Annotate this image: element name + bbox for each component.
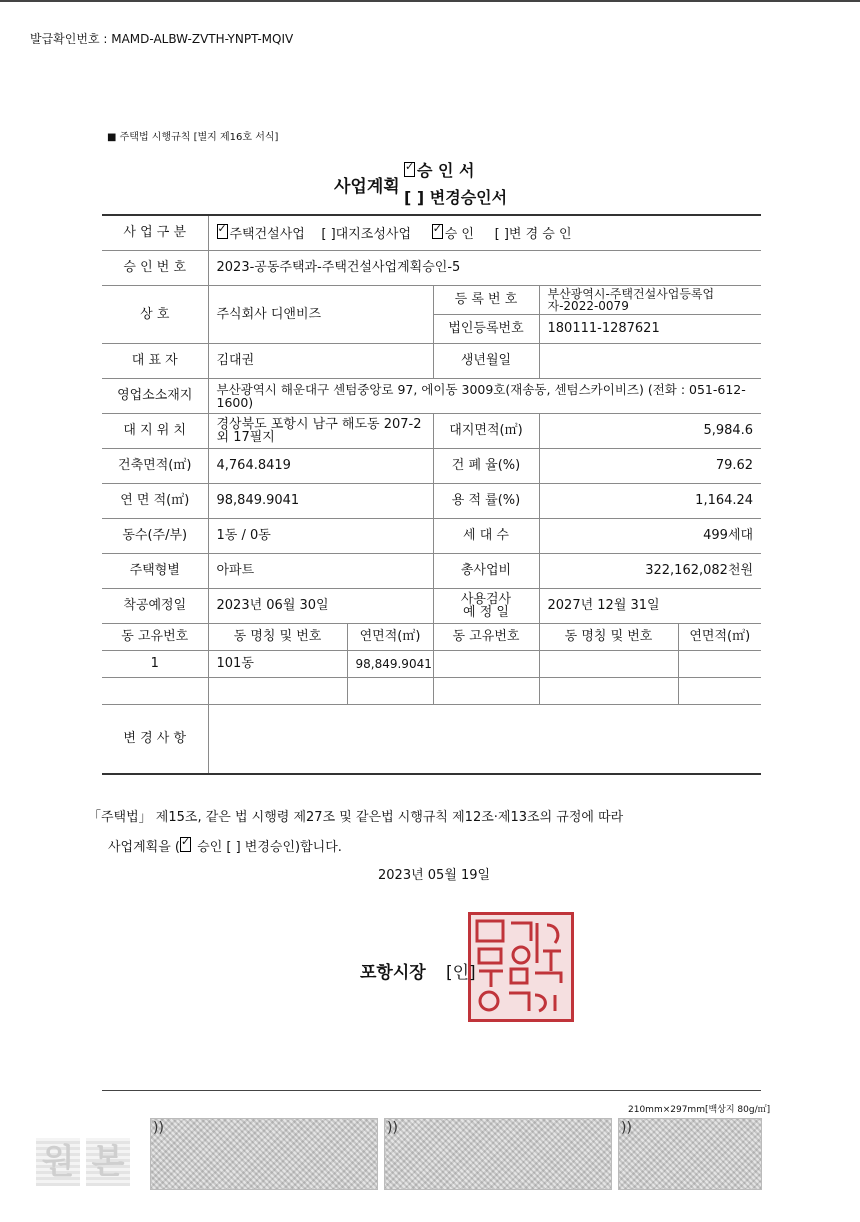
row1-unique-no: 1 xyxy=(102,651,208,678)
far-value: 1,164.24 xyxy=(539,484,761,519)
coverage-value: 79.62 xyxy=(539,449,761,484)
row1-area: 98,849.9041 xyxy=(347,651,433,678)
wave-icon: )) xyxy=(387,1120,398,1136)
empty-cell xyxy=(347,678,433,705)
col-unique-no-2: 동 고유번호 xyxy=(433,624,539,651)
legal-basis-text: 「주택법」 제15조, 같은 법 시행령 제27조 및 같은법 시행규칙 제12조·제13조의 규정에 따라 xyxy=(88,810,624,825)
site-area-value: 5,984.6 xyxy=(539,414,761,449)
housing-type-value: 아파트 xyxy=(208,554,433,589)
form-reference: ■ 주택법 시행규칙 [별지 제16호 서식] xyxy=(107,132,279,143)
top-border xyxy=(0,0,860,2)
site-value: 경상북도 포항시 남구 해도동 207-2 외 17필지 xyxy=(208,414,433,449)
col-name-2: 동 명칭 및 번호 xyxy=(539,624,678,651)
empty-cell xyxy=(678,678,761,705)
biz-type-value: ✓ 주택건설사업 [ ]대지조성사업 ✓ 승 인 [ ]변 경 승 인 xyxy=(208,215,761,251)
inspection-date-label: 사용검사 예 정 일 xyxy=(433,589,539,624)
reg-no-value: 부산광역시-주택건설사업등록업자-2022-0079 xyxy=(539,286,761,315)
row1-name-2 xyxy=(539,651,678,678)
trade-name-label: 상 호 xyxy=(102,286,208,344)
wave-icon: )) xyxy=(621,1120,632,1136)
building-area-label: 건축면적(㎡) xyxy=(102,449,208,484)
floor-area-value: 98,849.9041 xyxy=(208,484,433,519)
seal-pattern-icon xyxy=(471,915,571,1019)
checkbox-checked-icon: ✓ xyxy=(432,224,443,239)
approval-no-label: 승 인 번 호 xyxy=(102,251,208,286)
issue-date: 2023년 05월 19일 xyxy=(378,868,491,883)
wave-icon: )) xyxy=(153,1120,164,1136)
title-main: 사업계획 xyxy=(334,177,400,197)
office-label: 영업소소재지 xyxy=(102,379,208,414)
approval-table xyxy=(102,214,761,775)
households-label: 세 대 수 xyxy=(433,519,539,554)
paper-spec: 210mm×297mm[백상지 80g/㎡] xyxy=(628,1105,771,1115)
birth-value xyxy=(539,344,761,379)
reg-no-label: 등 록 번 호 xyxy=(433,286,539,315)
col-name-1: 동 명칭 및 번호 xyxy=(208,624,347,651)
empty-cell xyxy=(208,678,347,705)
checkbox-checked-icon: ✓ xyxy=(180,837,191,852)
approval-no-value: 2023-공동주택과-주택건설사업계획승인-5 xyxy=(208,251,761,286)
seal-label: [인] xyxy=(446,963,476,983)
col-area-1: 연면적(㎡) xyxy=(347,624,433,651)
original-mark-char: 본 xyxy=(86,1138,130,1186)
bottom-border xyxy=(102,1090,761,1091)
building-area-value: 4,764.8419 xyxy=(208,449,433,484)
empty-cell xyxy=(539,678,678,705)
biz-type-label: 사 업 구 분 xyxy=(102,215,208,251)
inspection-date-value: 2027년 12월 31일 xyxy=(539,589,761,624)
original-mark xyxy=(36,1138,134,1186)
buildings-value: 1동 / 0동 xyxy=(208,519,433,554)
checkbox-checked-icon: ✓ xyxy=(217,224,228,239)
empty-cell xyxy=(433,678,539,705)
trade-name-value: 주식회사 디앤비즈 xyxy=(208,286,433,344)
housing-type-label: 주택형별 xyxy=(102,554,208,589)
representative-label: 대 표 자 xyxy=(102,344,208,379)
security-pattern xyxy=(384,1118,612,1190)
floor-area-label: 연 면 적(㎡) xyxy=(102,484,208,519)
far-label: 용 적 률(%) xyxy=(433,484,539,519)
mayor-title: 포항시장 xyxy=(360,963,426,983)
site-label: 대 지 위 치 xyxy=(102,414,208,449)
security-pattern xyxy=(618,1118,762,1190)
buildings-label: 동수(주/부) xyxy=(102,519,208,554)
official-seal-image xyxy=(468,912,574,1022)
total-cost-value: 322,162,082천원 xyxy=(539,554,761,589)
birth-label: 생년월일 xyxy=(433,344,539,379)
col-unique-no-1: 동 고유번호 xyxy=(102,624,208,651)
corp-reg-no-label: 법인등록번호 xyxy=(433,315,539,344)
original-mark-char: 원 xyxy=(36,1138,80,1186)
security-pattern xyxy=(150,1118,378,1190)
row1-unique-no-2 xyxy=(433,651,539,678)
title-option-approval: ✓ 승 인 서 xyxy=(405,160,475,180)
empty-cell xyxy=(102,678,208,705)
start-date-label: 착공예정일 xyxy=(102,589,208,624)
row1-area-2 xyxy=(678,651,761,678)
start-date-value: 2023년 06월 30일 xyxy=(208,589,433,624)
change-label: 변 경 사 항 xyxy=(102,705,208,775)
row1-name: 101동 xyxy=(208,651,347,678)
office-value: 부산광역시 해운대구 센텀중앙로 97, 에이동 3009호(재송동, 센텀스카이비즈) (전화 : 051-612-1600) xyxy=(208,379,761,414)
approval-statement: 사업계획을 ( ✓ 승인 [ ] 변경승인)합니다. xyxy=(108,835,342,855)
corp-reg-no-value: 180111-1287621 xyxy=(539,315,761,344)
title-option-change: [ ] 변경승인서 xyxy=(404,188,508,207)
issue-number: 발급확인번호 : MAMD-ALBW-ZVTH-YNPT-MQIV xyxy=(30,32,294,46)
households-value: 499세대 xyxy=(539,519,761,554)
col-area-2: 연면적(㎡) xyxy=(678,624,761,651)
representative-value: 김대권 xyxy=(208,344,433,379)
total-cost-label: 총사업비 xyxy=(433,554,539,589)
coverage-label: 건 폐 율(%) xyxy=(433,449,539,484)
change-value xyxy=(208,705,761,775)
site-area-label: 대지면적(㎡) xyxy=(433,414,539,449)
checkbox-checked-icon: ✓ xyxy=(404,162,415,177)
